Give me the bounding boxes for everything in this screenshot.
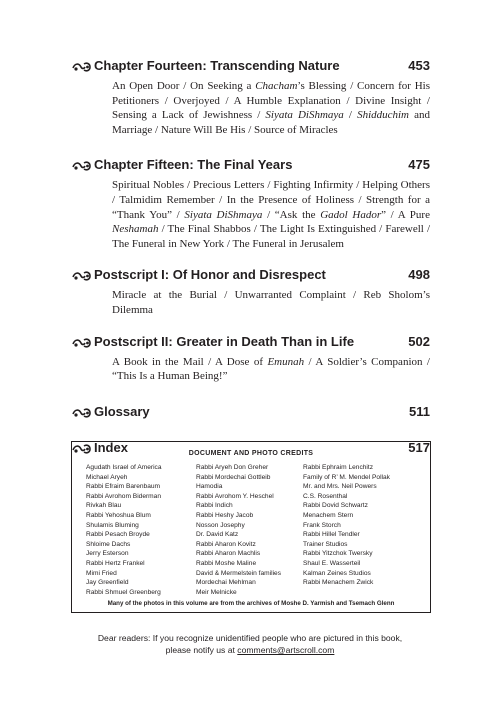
chapter-title: Postscript II: Greater in Death Than in Life — [94, 333, 355, 349]
toc-entry-heading — [72, 58, 430, 76]
credit-name: Family of R’ M. Mendel Pollak — [303, 473, 390, 481]
credit-name: Rabbi Yehoshua Blum — [86, 511, 151, 519]
credit-name: Shaul E. Wasserteil — [303, 559, 361, 567]
subtopic-text: ” / A Pure — [381, 208, 430, 221]
subtopic-text: / A Soldier’s Companion / “This Is a Human Being!” — [112, 355, 430, 383]
chapter-page-number: 502 — [408, 333, 430, 349]
credit-name: Rabbi Ephraim Lenchitz — [303, 464, 374, 471]
readers-line-2 — [40, 644, 460, 656]
subtopic-text: ’s Blessing / Concern for His Petitioners / Overjoyed / A Humble Explanation / Divine Insight / Sensing a Lack of Jewishness / — [112, 80, 430, 122]
credit-name: Rabbi Heshy Jacob — [196, 511, 254, 519]
subtopic-text: Siyata DiShmaya — [265, 109, 344, 122]
subtopic-text: Shidduchim — [357, 109, 410, 122]
toc-entry-heading — [72, 157, 430, 175]
credit-name: Mordechai Mehlman — [196, 579, 256, 587]
credits-box — [71, 441, 431, 613]
credits-column-2 — [196, 463, 281, 597]
credit-name: Jerry Esterson — [86, 550, 129, 558]
readers-line-1: Dear readers: If you recognize unidentified people who are pictured in this book, — [97, 633, 403, 643]
subtopic-text: Miracle at the Burial / Unwarranted Complaint / Reb Sholom’s Dilemma — [112, 289, 430, 316]
credit-name: Rabbi Shmuel Greenberg — [86, 588, 161, 596]
credits-column-1 — [86, 463, 162, 597]
toc-entry — [72, 58, 430, 137]
credit-name: Kalman Zeines Studios — [303, 569, 371, 577]
ornament-icon — [72, 269, 92, 283]
toc-entry — [72, 157, 430, 251]
credit-name: Rabbi Moshe Maline — [196, 559, 257, 567]
credit-name: Rabbi Mordechai Gottleib — [196, 473, 271, 481]
chapter-page-number: 517 — [408, 439, 430, 455]
credit-name: Rabbi Avrohom Biderman — [86, 492, 162, 500]
toc-entry-heading — [72, 267, 430, 285]
credit-name: Rabbi Aharon Kovitz — [196, 540, 256, 548]
credit-name: Rabbi Hillel Tendler — [303, 531, 360, 539]
credit-name: Menachem Stern — [303, 511, 354, 519]
credit-name: Frank Storch — [303, 521, 341, 529]
chapter-subtopics — [112, 79, 430, 137]
toc-entry-heading — [72, 404, 430, 422]
credit-name: C.S. Rosenthal — [303, 492, 348, 500]
credit-name: Rabbi Hertz Frankel — [86, 559, 145, 567]
subtopic-text: Emunah — [267, 355, 305, 368]
credit-name: Hamodia — [196, 483, 223, 491]
ornament-icon — [72, 406, 92, 420]
chapter-subtopics — [112, 288, 430, 317]
ornament-icon — [72, 336, 92, 350]
subtopic-text: Spiritual Nobles / Precious Letters / Fighting Infirmity / Helping Others / Talmidim Remember / In the Presence of Holiness / Strength for a “Thank You” / — [112, 179, 430, 221]
chapter-subtopics — [112, 355, 430, 384]
subtopic-text: / The Final Shabbos / The Light Is Extinguished / Farewell / The Funeral in New York / The Funeral in Jerusalem — [112, 223, 430, 250]
subtopic-text: and Marriage / Nature Will Be His / Source of Miracles — [112, 109, 430, 136]
credit-name: Rabbi Dovid Schwartz — [303, 502, 368, 510]
subtopic-text: / — [343, 109, 358, 122]
credit-name: David & Mermelstein families — [196, 569, 282, 577]
toc-entry — [72, 404, 430, 422]
toc-entry — [72, 334, 430, 384]
credit-name: Nosson Josephy — [196, 521, 245, 529]
chapter-title: Chapter Fourteen: Transcending Nature — [94, 58, 340, 73]
chapter-subtopics — [112, 178, 430, 251]
readers-line-2-prefix: please notify us at — [165, 645, 238, 655]
credit-name: Michael Aryeh — [86, 473, 128, 481]
credit-name: Meir Melnicke — [196, 588, 237, 596]
credit-name: Dr. David Katz — [196, 531, 239, 539]
credit-name: Shloime Dachs — [86, 540, 131, 548]
toc-entry-heading — [72, 334, 430, 352]
credits-title: DOCUMENT AND PHOTO CREDITS — [188, 450, 314, 457]
chapter-page-number: 498 — [408, 267, 430, 283]
credit-name: Shulamis Bluming — [86, 521, 139, 529]
credit-name: Mimi Fried — [86, 569, 117, 577]
credit-name: Jay Greenfield — [86, 579, 129, 587]
ornament-icon — [72, 159, 92, 173]
chapter-title: Glossary — [94, 403, 150, 419]
readers-notice — [40, 632, 460, 656]
ornament-icon — [72, 60, 92, 74]
credit-name: Rabbi Yitzchok Twersky — [303, 550, 373, 558]
email-link[interactable]: comments@artscroll.com — [237, 645, 335, 655]
credits-column-3 — [303, 463, 390, 588]
credit-name: Rabbi Avrohom Y. Heschel — [196, 492, 274, 500]
credit-name: Rabbi Indich — [196, 502, 233, 510]
chapter-page-number: 475 — [408, 157, 430, 173]
table-of-contents — [72, 58, 430, 458]
subtopic-text: Neshamah — [112, 223, 159, 236]
credit-name: Mr. and Mrs. Neil Powers — [303, 483, 377, 491]
subtopic-text: / “Ask the — [262, 208, 321, 221]
credit-name: Agudath Israel of America — [86, 464, 162, 471]
subtopic-text: An Open Door / On Seeking a — [112, 80, 256, 92]
credit-name: Rabbi Pesach Broyde — [86, 531, 150, 539]
subtopic-text: Chacham — [255, 80, 298, 92]
toc-entry — [72, 267, 430, 317]
subtopic-text: A Book in the Mail / A Dose of — [112, 355, 268, 368]
credits-note: Many of the photos in this volume are from the archives of Moshe D. Yarmish and Tsemach Glenn — [107, 600, 395, 607]
chapter-title: Index — [94, 439, 128, 455]
credit-name: Rabbi Menachem Zwick — [303, 579, 374, 587]
chapter-title: Postscript I: Of Honor and Disrespect — [94, 267, 326, 283]
subtopic-text: Siyata DiShmaya — [184, 208, 263, 221]
credit-name: Trainer Studios — [303, 540, 348, 548]
credit-name: Rivkah Blau — [86, 502, 122, 510]
chapter-title: Chapter Fifteen: The Final Years — [94, 157, 293, 173]
credit-name: Rabbi Aryeh Don Greher — [196, 464, 269, 471]
subtopic-text: Gadol Hador — [320, 208, 382, 221]
credit-name: Rabbi Aharon Machlis — [196, 550, 261, 558]
credit-name: Rabbi Efraim Barenbaum — [86, 483, 161, 491]
chapter-page-number: 453 — [408, 58, 430, 73]
chapter-page-number: 511 — [409, 403, 430, 419]
